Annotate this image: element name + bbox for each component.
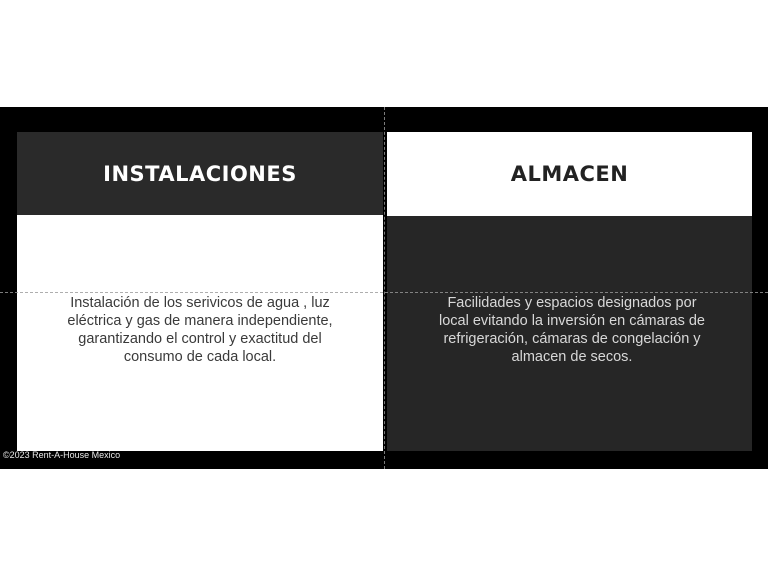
instalaciones-body <box>17 215 383 451</box>
almacen-line: local evitando la inversión en cámaras de <box>439 313 705 329</box>
almacen-line: refrigeración, cámaras de congelación y <box>443 331 701 347</box>
instalaciones-line: consumo de cada local. <box>123 349 277 365</box>
copyright-watermark: ©2023 Rent-A-House Mexico <box>3 450 121 460</box>
instalaciones-title: INSTALACIONES <box>103 161 297 186</box>
almacen-title: ALMACEN <box>510 162 629 186</box>
instalaciones-description <box>45 294 355 366</box>
instalaciones-line: Instalación de los serivicos de agua , luz <box>70 295 330 311</box>
almacen-description <box>417 294 727 366</box>
slide <box>0 107 768 469</box>
vertical-guide-line <box>384 107 385 469</box>
almacen-header <box>387 132 752 216</box>
instalaciones-line: eléctrica y gas de manera independiente, <box>67 313 333 329</box>
instalaciones-header <box>17 132 383 215</box>
instalaciones-line: garantizando el control y exactitud del <box>78 331 322 347</box>
almacen-body <box>387 216 752 451</box>
almacen-line: almacen de secos. <box>511 349 633 365</box>
almacen-line: Facilidades y espacios designados por <box>447 295 697 311</box>
